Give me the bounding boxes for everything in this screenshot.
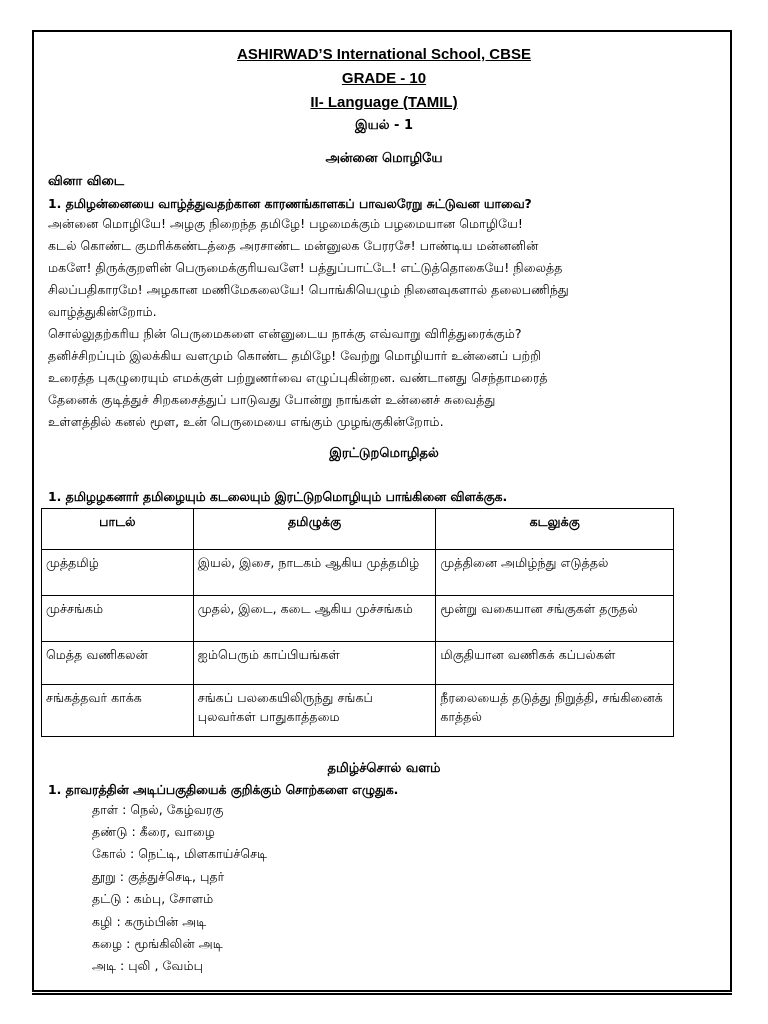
table-cell: முதல், இடை, கடை ஆகிய முச்சங்கம் bbox=[193, 596, 436, 642]
para-line: உரைத்த புகழுரையும் எமக்குள் பற்றுணர்வை எழுப்புகின்றன. வண்டானது செந்தாமரைத் bbox=[48, 370, 548, 385]
table-cell: ஐம்பெரும் காப்பியங்கள் bbox=[193, 642, 436, 685]
para-line: தனிச்சிறப்பும் இலக்கிய வளமும் கொண்ட தமிழே! வேற்று மொழியார் உன்னைப் பற்றி bbox=[48, 348, 542, 363]
para-line: மகளே! திருக்குறளின் பெருமைக்குரியவளே! பத்துப்பாட்டே! எட்டுத்தொகையே! நிலைத்த bbox=[48, 260, 563, 275]
table-header-row bbox=[42, 509, 674, 550]
table-cell: முத்தமிழ் bbox=[42, 550, 194, 596]
para-line: உள்ளத்தில் கனல் மூள, உன் பெருமையை எங்கும் முழங்குகின்றோம். bbox=[48, 414, 444, 429]
list-item: தட்டு : கம்பு, சோளம் bbox=[92, 891, 214, 906]
table-row bbox=[42, 685, 674, 737]
para-line: கடல் கொண்ட குமரிக்கண்டத்தை அரசாண்ட மன்னுலக பேரரசே! பாண்டிய மன்னனின் bbox=[48, 238, 539, 253]
question-2: 1. தமிழழகனார் தமிழையும் கடலையும் இரட்டுறமொழியும் பாங்கினை விளக்குக. bbox=[48, 489, 508, 504]
unit-heading: இயல் - 1 bbox=[354, 118, 414, 133]
question-3: 1. தாவரத்தின் அடிப்பகுதியைக் குறிக்கும் சொற்களை எழுதுக. bbox=[48, 782, 399, 797]
table-row bbox=[42, 596, 674, 642]
para-line: அன்னை மொழியே! அழகு நிறைந்த தமிழே! பழமைக்கும் பழமையான மொழியே! bbox=[48, 216, 523, 231]
language-heading: II- Language (TAMIL) bbox=[310, 94, 458, 111]
list-item: தண்டு : கீரை, வாழை bbox=[92, 824, 215, 839]
page-border-bottom bbox=[32, 993, 732, 995]
section-title-annai-mozhiye: அன்னை மொழியே bbox=[325, 151, 443, 166]
answer-paragraph-1 bbox=[48, 213, 700, 323]
para-line: தேனைக் குடித்துச் சிறகசைத்துப் பாடுவது போன்று நாங்கள் உன்னைச் சுவைத்து bbox=[48, 392, 496, 407]
section-title-irattura: இரட்டுறமொழிதல் bbox=[329, 446, 439, 461]
list-item: கோல் : நெட்டி, மிளகாய்ச்செடி bbox=[92, 846, 268, 861]
para-line: சொல்லுதற்கரிய நின் பெருமைகளை என்னுடைய நாக்கு எவ்வாறு விரித்துரைக்கும்? bbox=[48, 326, 522, 341]
list-item: கழை : மூங்கிலின் அடி bbox=[92, 936, 223, 951]
list-item: தாள் : நெல், கேழ்வரகு bbox=[92, 802, 224, 817]
header-cell: தமிழுக்கு bbox=[193, 509, 436, 550]
table-cell: முச்சங்கம் bbox=[42, 596, 194, 642]
qa-label: வினா விடை bbox=[48, 174, 125, 189]
table-cell: இயல், இசை, நாடகம் ஆகிய முத்தமிழ் bbox=[193, 550, 436, 596]
table-cell: சங்கப் பலகையிலிருந்து சங்கப் புலவர்கள் பாதுகாத்தமை bbox=[193, 685, 436, 737]
table-row bbox=[42, 642, 674, 685]
table-row bbox=[42, 550, 674, 596]
table-cell: மெத்த வணிகலன் bbox=[42, 642, 194, 685]
table-cell: முத்தினை அமிழ்ந்து எடுத்தல் bbox=[436, 550, 674, 596]
table-cell: மூன்று வகையான சங்குகள் தருதல் bbox=[436, 596, 674, 642]
question-1: 1. தமிழன்னையை வாழ்த்துவதற்கான காரணங்காளகப் பாவலரேறு சுட்டுவன யாவை? bbox=[48, 196, 532, 211]
grade-heading: GRADE - 10 bbox=[341, 70, 427, 87]
para-line: வாழ்த்துகின்றோம். bbox=[48, 304, 157, 319]
table-cell: சங்கத்தவர் காக்க bbox=[42, 685, 194, 737]
comparison-table bbox=[41, 508, 674, 737]
table-cell: நீரலையைத் தடுத்து நிறுத்தி, சங்கினைக் காத்தல் bbox=[436, 685, 674, 737]
list-item: தூறு : குத்துச்செடி, புதர் bbox=[92, 869, 225, 884]
list-item: அடி : புலி , வேம்பு bbox=[92, 958, 203, 973]
list-item: கழி : கரும்பின் அடி bbox=[92, 914, 207, 929]
school-name: ASHIRWAD’S International School, CBSE bbox=[237, 46, 531, 63]
section-title-tamil-sol-valam: தமிழ்ச்சொல் வளம் bbox=[327, 761, 441, 776]
table-cell: மிகுதியான வணிகக் கப்பல்கள் bbox=[436, 642, 674, 685]
header-cell: பாடல் bbox=[42, 509, 194, 550]
para-line: சிலப்பதிகாரமே! அழகான மணிமேகலையே! பொங்கியெழும் நினைவுகளால் தலைபணிந்து bbox=[48, 282, 569, 297]
answer-paragraph-2 bbox=[48, 323, 700, 433]
header-cell: கடலுக்கு bbox=[436, 509, 674, 550]
